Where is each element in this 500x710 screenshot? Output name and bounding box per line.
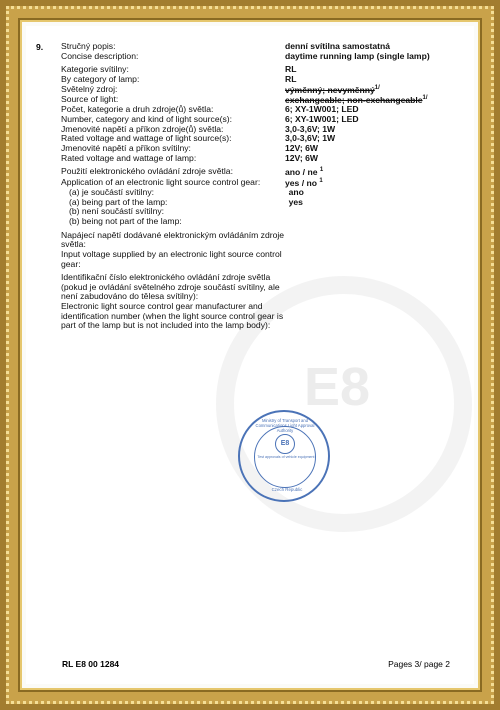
light-source-count-cz-value: 6; XY-1W001; LED — [285, 104, 359, 115]
input-voltage-cz-label: Napájecí napětí dodávané elektronickým ovládáním zdroje světla: — [61, 229, 285, 250]
electronic-control-en-value — [285, 178, 471, 188]
input-voltage-en-label: Input voltage supplied by an electronic light source control gear: — [61, 248, 282, 269]
concise-description-en-label: Concise description: — [61, 50, 139, 61]
manufacturer-id-en-value — [285, 302, 471, 331]
not-part-of-lamp-cz-label: (b) není součástí svítilny: — [69, 206, 165, 217]
not-part-of-lamp-cz-value — [289, 207, 471, 217]
electronic-control-cz-label: Použití elektronického ovládání zdroje světla: — [61, 166, 233, 177]
e8-mark: E8 — [275, 434, 295, 454]
part-of-lamp-en-label: (a) being part of the lamp: — [69, 196, 168, 207]
input-voltage-en-value — [285, 250, 471, 269]
lamp-category-en-value: RL — [285, 73, 297, 84]
input-voltage-cz-value — [285, 231, 471, 250]
concise-description-cz-value: denní svítilna samostatná — [285, 41, 391, 51]
light-source-cz-value — [285, 85, 471, 95]
approval-stamp — [238, 410, 330, 502]
footnote-mark: 1/ — [422, 94, 428, 101]
light-source-count-en-value: 6; XY-1W001; LED — [285, 114, 359, 125]
not-part-of-lamp-en-label: (b) being not part of the lamp: — [69, 216, 182, 227]
lamp-voltage-en-label: Rated voltage and wattage of lamp: — [61, 152, 197, 163]
footnote-mark: 1 — [319, 177, 323, 184]
page-number: Pages 3/ page 2 — [388, 659, 450, 669]
footnote-mark: 1 — [319, 167, 324, 174]
light-source-count-en-label: Number, category and kind of light source(s): — [61, 114, 233, 125]
part-of-lamp-cz-value: ano — [288, 187, 304, 198]
section-number: 9. — [36, 42, 44, 52]
light-source-cz-text: výměnný; nevyměnný — [285, 84, 375, 95]
electronic-control-en-label: Application of an electronic light source control gear: — [61, 176, 261, 187]
manufacturer-id-en-label: Electronic light source control gear manufacturer and identification number (when the light source control gear is part of the lamp but is not included into the lamp body): — [61, 301, 284, 331]
lamp-voltage-cz-value: 12V; 6W — [285, 142, 318, 153]
part-of-lamp-en-value: yes — [288, 196, 303, 207]
light-source-en-label: Source of light: — [61, 93, 119, 104]
light-source-voltage-cz-label: Jmenovité napětí a příkon zdroje(ů) světla: — [61, 123, 224, 134]
lamp-category-en-label: By category of lamp: — [61, 73, 140, 84]
electronic-control-en-text: yes / no — [285, 177, 317, 188]
light-source-voltage-en-value: 3,0-3,6V; 1W — [285, 133, 336, 144]
electronic-control-cz-value — [285, 167, 471, 177]
document-number: RL E8 00 1284 — [62, 659, 120, 669]
manufacturer-id-cz-value — [285, 273, 471, 302]
manufacturer-id-cz-label: Identifikační číslo elektronického ovládání zdroje světla (pokud je ovládání světelného zdroje součástí svítilny, ale není zabudováno do tělesa svítilny): — [61, 272, 280, 302]
concise-description-en-value: daytime running lamp (single lamp) — [285, 50, 430, 61]
stamp-middle-text: Test approvals of vehicle equipment — [257, 455, 315, 459]
watermark-text: E8 — [304, 357, 371, 417]
stamp-outer-text: Ministry of Transport and Communications Light Approval Authority — [255, 418, 315, 433]
light-source-voltage-en-label: Rated voltage and wattage of light source(s): — [61, 133, 232, 144]
electronic-control-cz-text: ano / ne — [285, 167, 318, 178]
not-part-of-lamp-en-value — [289, 217, 471, 227]
lamp-voltage-cz-label: Jmenovité napětí a příkon svítilny: — [61, 142, 191, 153]
light-source-cz-label: Světelný zdroj: — [61, 83, 118, 94]
light-source-en-text: exchangeable; non-exchangeable — [285, 94, 423, 105]
stamp-bottom-text: Czech Republic — [271, 487, 303, 492]
part-of-lamp-cz-label: (a) je součástí svítilny: — [69, 187, 155, 198]
lamp-category-cz-value: RL — [285, 64, 297, 75]
concise-description-cz-label: Stručný popis: — [61, 41, 116, 51]
light-source-count-cz-label: Počet, kategorie a druh zdroje(ů) světla: — [61, 104, 214, 115]
document-content — [61, 42, 471, 331]
lamp-category-cz-label: Kategorie svítilny: — [61, 64, 129, 75]
lamp-voltage-en-value: 12V; 6W — [285, 152, 318, 163]
light-source-voltage-cz-value: 3,0-3,6V; 1W — [285, 123, 336, 134]
footnote-mark: 1/ — [374, 84, 380, 91]
